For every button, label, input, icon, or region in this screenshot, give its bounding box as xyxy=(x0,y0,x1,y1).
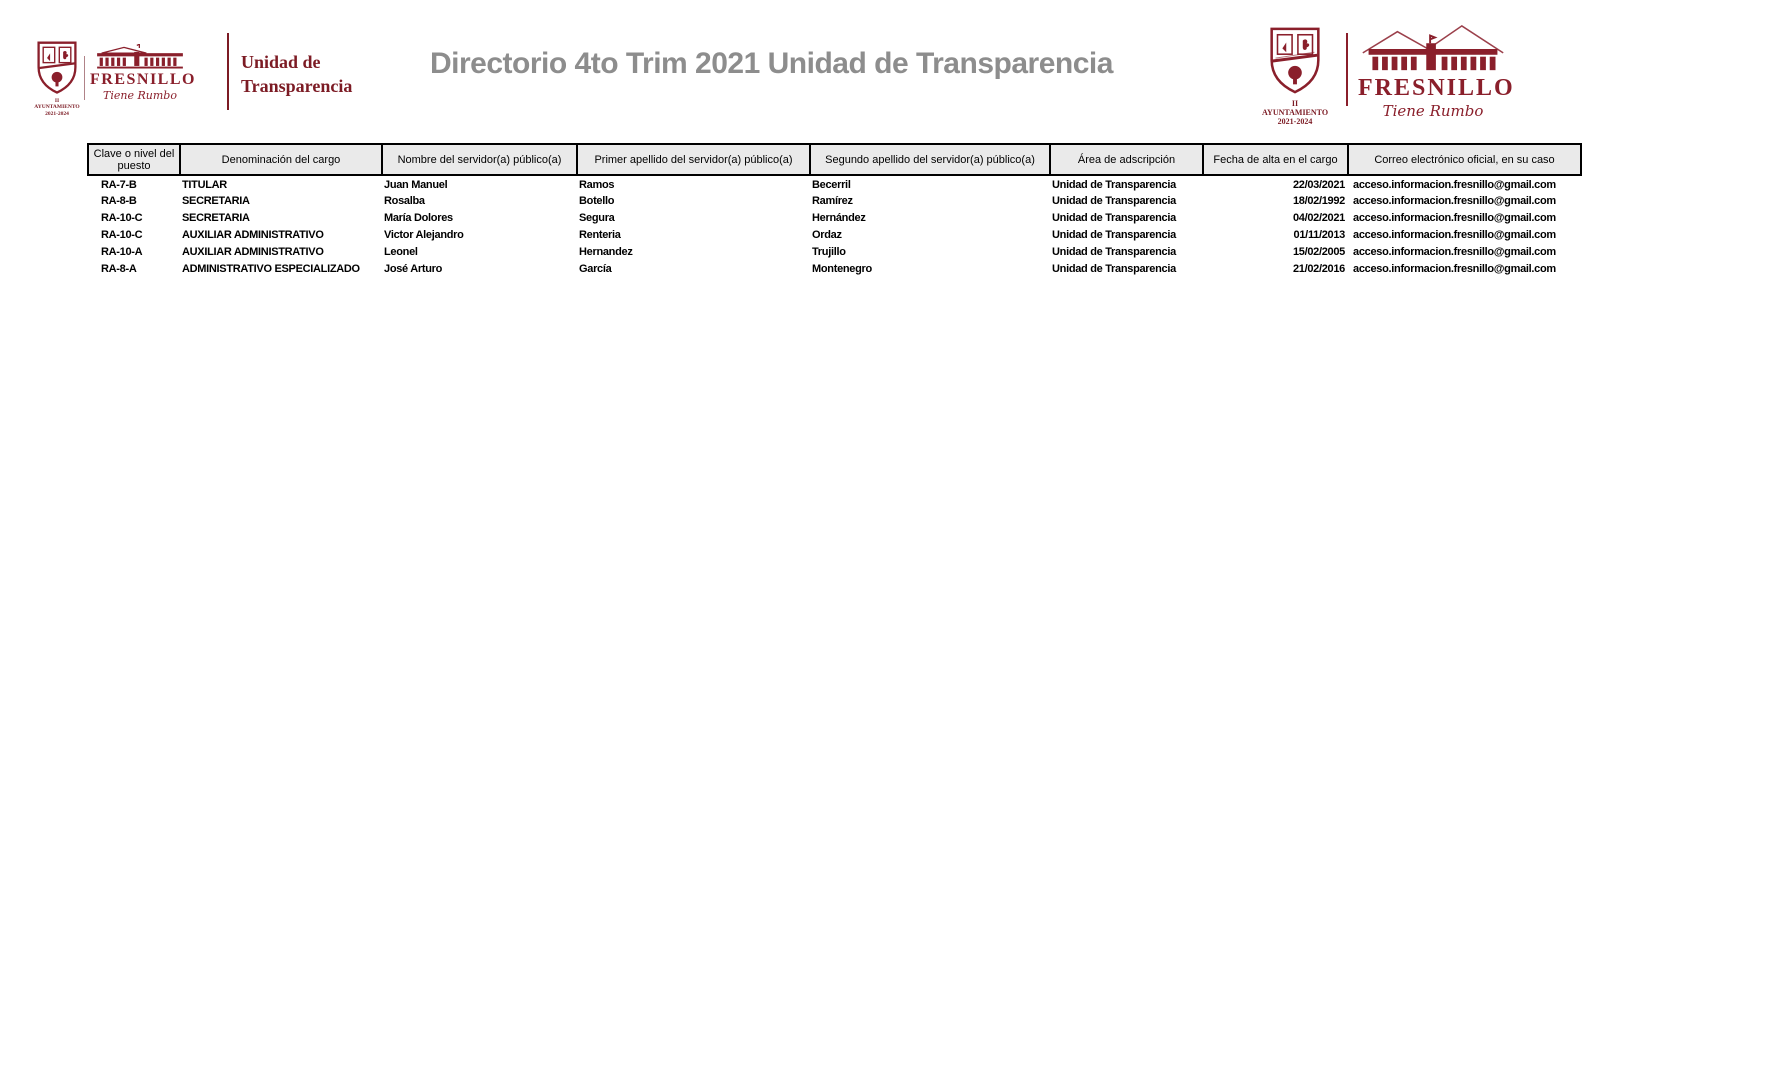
cell-correo: acceso.informacion.fresnillo@gmail.com xyxy=(1353,262,1556,275)
cell-correo: acceso.informacion.fresnillo@gmail.com xyxy=(1353,179,1556,191)
crest-caption-line1: II AYUNTAMIENTO xyxy=(1262,99,1329,118)
unit-name-line1: Unidad de xyxy=(241,52,321,72)
cell-primer-apellido: Renteria xyxy=(579,228,621,241)
municipal-crest-logo-right xyxy=(1262,26,1328,127)
table-row xyxy=(88,243,1581,260)
table-header-row xyxy=(88,144,1581,175)
cell-area: Unidad de Transparencia xyxy=(1052,245,1176,258)
cell-cargo: ADMINISTRATIVO ESPECIALIZADO xyxy=(182,262,360,275)
table-row xyxy=(88,226,1581,243)
cell-correo: acceso.informacion.fresnillo@gmail.com xyxy=(1353,211,1556,224)
crest-icon xyxy=(1262,26,1328,96)
cell-primer-apellido: Segura xyxy=(579,211,615,224)
table-row xyxy=(88,209,1581,226)
cell-segundo-apellido: Trujillo xyxy=(812,245,846,258)
col-header-area: Área de adscripción xyxy=(1050,144,1203,175)
unit-name xyxy=(241,50,352,98)
cell-fecha-alta: 22/03/2021 xyxy=(1292,179,1345,191)
cell-nombre: Leonel xyxy=(384,245,418,258)
cell-area: Unidad de Transparencia xyxy=(1052,228,1176,241)
col-header-clave: Clave o nivel del puesto xyxy=(88,144,180,175)
cell-area: Unidad de Transparencia xyxy=(1052,262,1176,275)
col-header-segundo-apellido: Segundo apellido del servidor(a) público(a) xyxy=(810,144,1050,175)
cell-fecha-alta: 01/11/2013 xyxy=(1293,228,1345,241)
col-header-nombre: Nombre del servidor(a) público(a) xyxy=(382,144,577,175)
table-row xyxy=(88,175,1581,192)
cell-cargo: AUXILIAR ADMINISTRATIVO xyxy=(182,228,324,241)
crest-caption-line2: 2021-2024 xyxy=(1277,117,1313,127)
cell-nombre: Victor Alejandro xyxy=(384,228,464,241)
cell-clave: RA-10-A xyxy=(101,245,143,258)
cell-correo: acceso.informacion.fresnillo@gmail.com xyxy=(1353,194,1556,207)
directory-table xyxy=(87,143,1582,277)
header-vertical-rule-left xyxy=(227,33,229,110)
cell-nombre: Rosalba xyxy=(384,194,425,207)
cell-primer-apellido: García xyxy=(579,262,612,275)
cell-cargo: TITULAR xyxy=(182,179,227,191)
col-header-cargo: Denominación del cargo xyxy=(180,144,382,175)
cell-nombre: José Arturo xyxy=(384,262,443,275)
cell-correo: acceso.informacion.fresnillo@gmail.com xyxy=(1353,245,1556,258)
cell-fecha-alta: 21/02/2016 xyxy=(1292,262,1345,275)
table-row xyxy=(88,260,1581,277)
fresnillo-wordmark: FRESNILLO xyxy=(90,71,196,88)
crest-icon xyxy=(34,40,80,96)
cell-fecha-alta: 15/02/2005 xyxy=(1292,245,1345,258)
portico-icon xyxy=(90,44,190,70)
cell-primer-apellido: Ramos xyxy=(579,179,615,191)
fresnillo-tagline: Tiene Rumbo xyxy=(1382,102,1484,120)
cell-area: Unidad de Transparencia xyxy=(1052,179,1176,191)
cell-clave: RA-8-A xyxy=(101,262,137,275)
cell-fecha-alta: 18/02/1992 xyxy=(1292,194,1345,207)
cell-clave: RA-10-C xyxy=(101,211,143,224)
cell-segundo-apellido: Hernández xyxy=(812,211,866,224)
cell-correo: acceso.informacion.fresnillo@gmail.com xyxy=(1353,228,1556,241)
cell-clave: RA-7-B xyxy=(101,179,137,191)
col-header-primer-apellido: Primer apellido del servidor(a) público(a) xyxy=(577,144,810,175)
fresnillo-wordmark: FRESNILLO xyxy=(1358,75,1515,101)
crest-caption-line2: 2021-2024 xyxy=(45,110,69,117)
fresnillo-logo-left xyxy=(90,44,196,102)
cell-cargo: SECRETARIA xyxy=(182,211,250,224)
cell-cargo: SECRETARIA xyxy=(182,194,250,207)
cell-nombre: Juan Manuel xyxy=(384,179,448,191)
cell-segundo-apellido: Ordaz xyxy=(812,228,842,241)
cell-segundo-apellido: Montenegro xyxy=(812,262,872,275)
header-vertical-rule-right xyxy=(1346,33,1348,106)
col-header-fecha-alta: Fecha de alta en el cargo xyxy=(1203,144,1348,175)
col-header-correo: Correo electrónico oficial, en su caso xyxy=(1348,144,1581,175)
cell-primer-apellido: Hernandez xyxy=(579,245,633,258)
cell-clave: RA-10-C xyxy=(101,228,143,241)
cell-clave: RA-8-B xyxy=(101,194,137,207)
cell-primer-apellido: Botello xyxy=(579,194,615,207)
cell-nombre: María Dolores xyxy=(384,211,453,224)
cell-area: Unidad de Transparencia xyxy=(1052,211,1176,224)
fresnillo-logo-right xyxy=(1358,24,1515,120)
fresnillo-tagline: Tiene Rumbo xyxy=(103,89,177,102)
municipal-crest-logo-left xyxy=(34,40,80,117)
cell-segundo-apellido: Ramírez xyxy=(812,194,853,207)
table-row xyxy=(88,192,1581,209)
page-title: Directorio 4to Trim 2021 Unidad de Transparencia xyxy=(430,47,1113,80)
cell-cargo: AUXILIAR ADMINISTRATIVO xyxy=(182,245,324,258)
unit-name-line2: Transparencia xyxy=(241,76,353,96)
cell-segundo-apellido: Becerril xyxy=(812,179,851,191)
cell-area: Unidad de Transparencia xyxy=(1052,194,1176,207)
portico-mountains-icon xyxy=(1358,24,1508,74)
cell-fecha-alta: 04/02/2021 xyxy=(1292,211,1345,224)
crest-caption-line1: II AYUNTAMIENTO xyxy=(34,98,80,111)
logo-divider-small xyxy=(84,56,85,100)
